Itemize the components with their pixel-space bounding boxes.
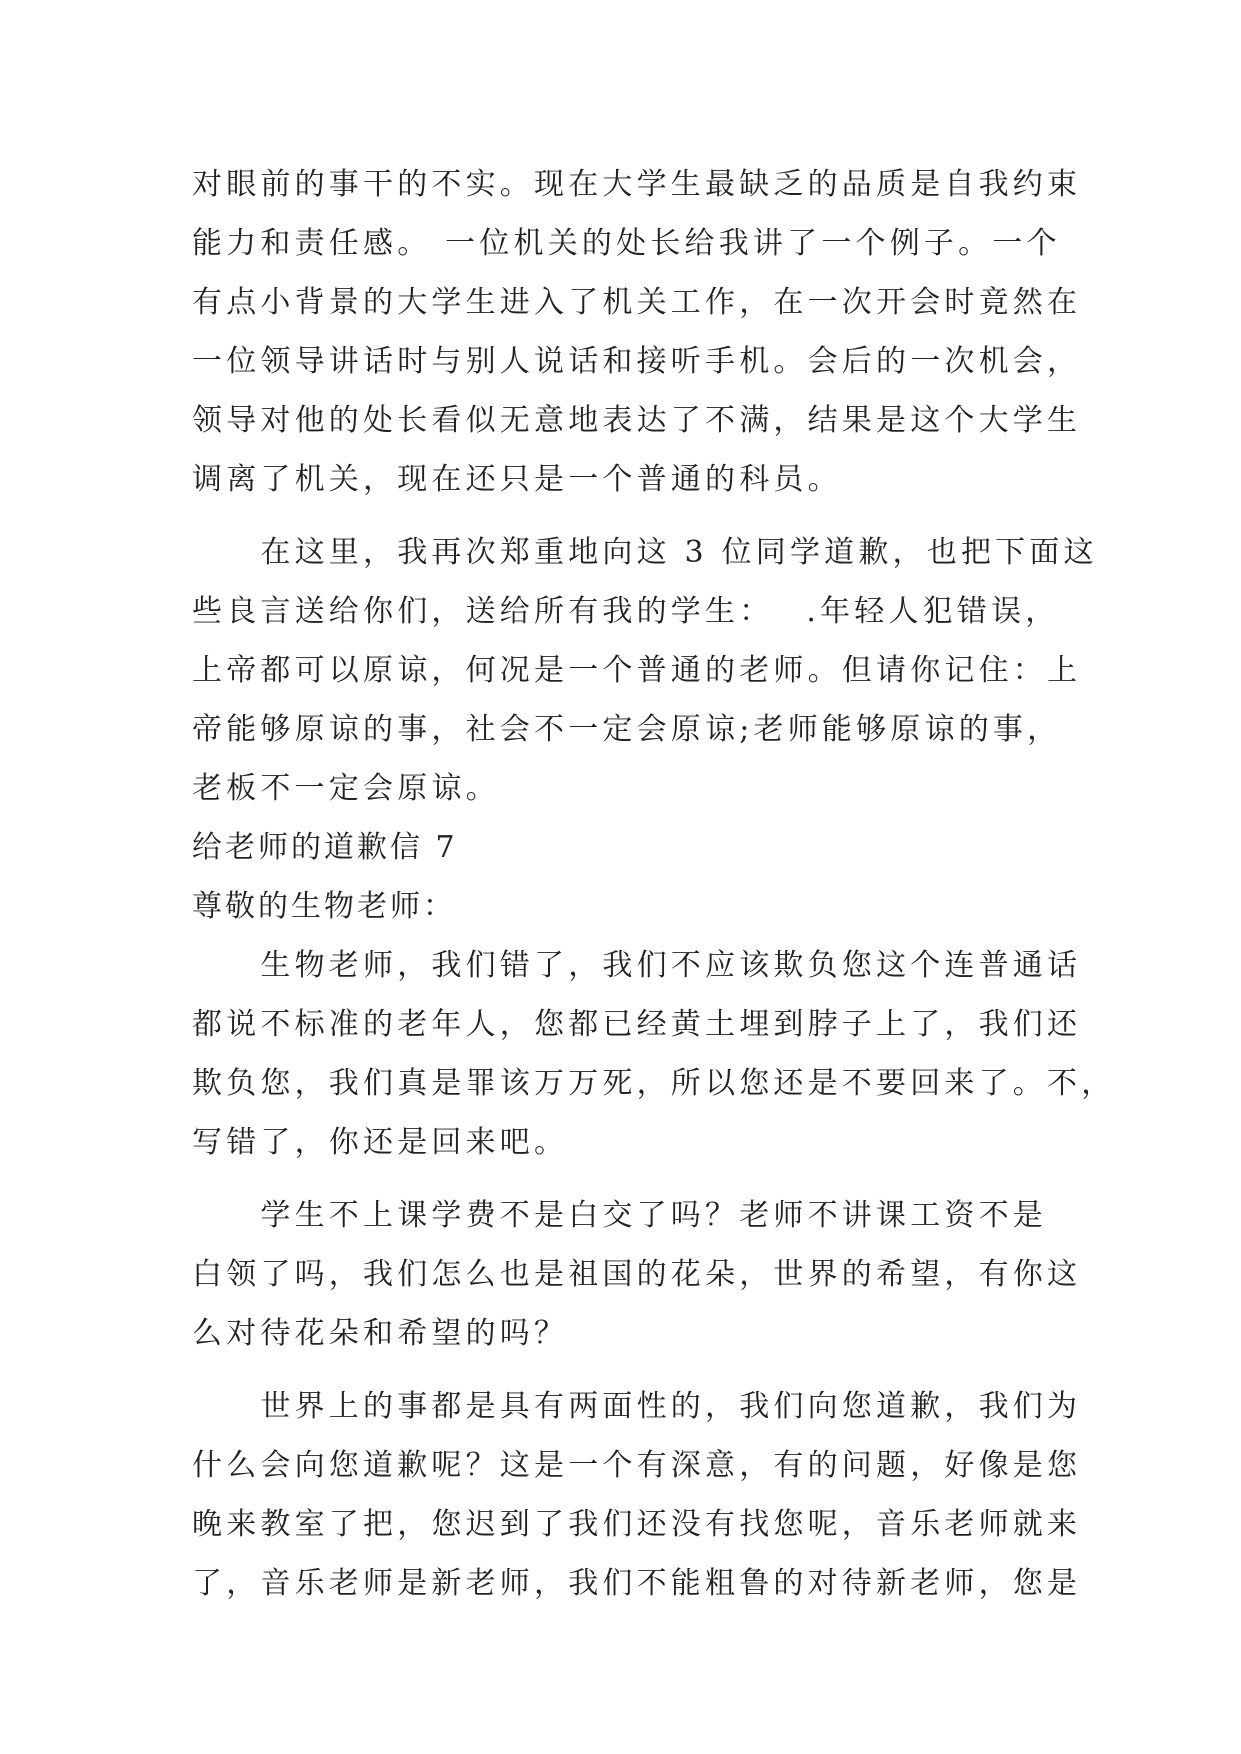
text-line: 些良言送给你们，送给所有我的学生： .年轻人犯错误，	[192, 594, 1060, 629]
text-line: 老板不一定会原谅。	[192, 771, 500, 806]
text-line: 世界上的事都是具有两面性的，我们向您道歉，我们为	[192, 1389, 1082, 1424]
text-line: 晚来教室了把，您迟到了我们还没有找您呢，音乐老师就来	[192, 1507, 1082, 1542]
text-line: 学生不上课学费不是白交了吗？老师不讲课工资不是	[192, 1198, 1047, 1233]
text-line: 对眼前的事干的不实。现在大学生最缺乏的品质是自我约束	[192, 167, 1082, 202]
text-line: 了，音乐老师是新老师，我们不能粗鲁的对待新老师，您是	[192, 1566, 1082, 1601]
text-line: 有点小背景的大学生进入了机关工作，在一次开会时竟然在	[192, 285, 1082, 320]
text-line: 欺负您，我们真是罪该万万死，所以您还是不要回来了。不，	[192, 1066, 1116, 1101]
text-line: 调离了机关，现在还只是一个普通的科员。	[192, 462, 842, 497]
text-line: 白领了吗，我们怎么也是祖国的花朵，世界的希望，有你这	[192, 1257, 1082, 1292]
text-line: 都说不标准的老年人，您都已经黄土埋到脖子上了，我们还	[192, 1007, 1082, 1042]
text-line: 么对待花朵和希望的吗？	[192, 1316, 569, 1351]
text-line: 生物老师，我们错了，我们不应该欺负您这个连普通话	[192, 948, 1082, 983]
text-line: 能力和责任感。 一位机关的处长给我讲了一个例子。一个	[192, 226, 1061, 261]
document-page	[192, 155, 1116, 1613]
text-line: 一位领导讲话时与别人说话和接听手机。会后的一次机会，	[192, 344, 1082, 379]
text-line: 在这里，我再次郑重地向这 3 位同学道歉，也把下面这	[192, 535, 1098, 570]
text-line: 上帝都可以原谅，何况是一个普通的老师。但请你记住：上	[192, 653, 1082, 688]
text-line: 帝能够原谅的事，社会不一定会原谅;老师能够原谅的事，	[192, 712, 1062, 747]
text-line: 写错了，你还是回来吧。	[192, 1125, 569, 1160]
text-line: 什么会向您道歉呢？这是一个有深意，有的问题，好像是您	[192, 1448, 1082, 1483]
section-heading: 给老师的道歉信 7	[192, 830, 458, 865]
salutation: 尊敬的生物老师：	[192, 889, 456, 924]
text-line: 领导对他的处长看似无意地表达了不满，结果是这个大学生	[192, 403, 1082, 438]
